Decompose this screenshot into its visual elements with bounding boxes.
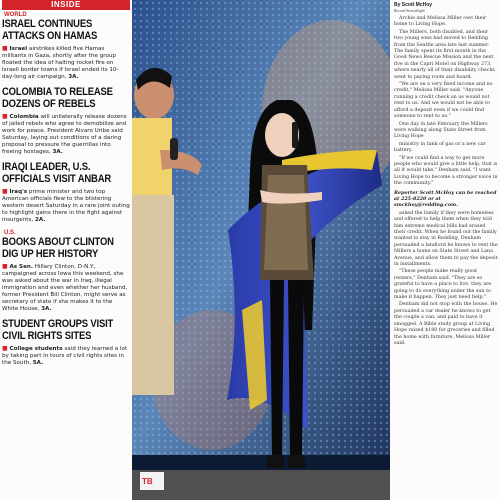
story-headline: STUDENT GROUPS VISIT CIVIL RIGHTS SITES [2, 318, 114, 342]
page-reference: 2A. [34, 217, 46, 223]
story-lead: Iraq's [9, 189, 28, 195]
paragraph: "We are on a very fixed income and no credit," Melissa Miller said. "Anyone running a credit check on us would not rent to us. And we would not be able to afford a deposit even if we could find someone to rent to us." [394, 82, 493, 120]
paragraph: "If we could find a way to get more people who would give a little help, that is all it would take," Denham said. "I want Living Hope to become a stronger voice in the community." [394, 155, 498, 187]
paragraph: One day in late February the Millers were walking along State Street from Living Hope [394, 121, 488, 140]
story-lead: Israel [9, 46, 28, 52]
bullet-icon: ■ [2, 345, 8, 352]
story-body [2, 45, 130, 81]
inside-section-label: INSIDE [2, 0, 130, 10]
paragraph: Denham did not stop with the house. He persuaded a car dealer he knows to get the couple a van, and paid to have it smogged. A Bible study group at Living Hope raised $180 for groceries and filled the home with furniture, Melissa Miller said. [394, 302, 498, 346]
paragraph: ministry in tank of gas or a new car battery. [394, 141, 486, 154]
story-text: airstrikes killed five Hamas militants in Gaza, shortly after the group floated the idea of halting rocket fire on Israeli border towns if Israel ended its 10-day-long air campaign, [2, 46, 119, 80]
svg-text:TB: TB [142, 477, 153, 486]
story-text: will unilaterally release dozens of jailed rebels who agree to demobilize and work for peace. President Alvaro Uribe said Saturday, laying out conditions of a daring proposal to pressure the guerrillas into freeing hostages, [2, 114, 127, 155]
story-kicker: U.S. [4, 230, 16, 236]
story-headline: BOOKS ABOUT CLINTON DIG UP HER HISTORY [2, 236, 114, 260]
paragraph: asked the family if they were homeless and offered to help them when they told him extreme medical bills had erased their credit. When he found out the family wanted to stay in Redding, Denham persuaded a landlord he knows to rent the Millers a home on State Street and Lana Avenue, and allow them to pay the deposit in installments. [394, 210, 498, 268]
reporter-tagline: Reporter Scott McHoy can be reached at 225-8220 or at smckhoy@redding.com. [394, 189, 497, 209]
story-headline: IRAQI LEADER, U.S. OFFICIALS VISIT ANBAR [2, 161, 112, 185]
page-reference: 3A. [41, 306, 52, 312]
bullet-icon: ■ [2, 263, 8, 270]
story-kicker: WORLD [4, 12, 27, 18]
bullet-icon: ■ [2, 113, 8, 120]
inside-column [2, 0, 130, 500]
story-lead: Colombia [9, 114, 39, 120]
paragraph: The Millers, both disabled, and their two young sons had moved to Redding from the Seattle area late last summer. The family spent its first month in the Good News Rescue Mission and the next five in the Capri Motel on Highway 273, where nearly all of their disability checks went to paying room and board. [394, 29, 495, 80]
bullet-icon: ■ [2, 188, 8, 195]
jump-story-column [394, 2, 498, 500]
byline: By Scott McHoy [394, 2, 433, 8]
story-body [2, 263, 130, 313]
page-reference: 3A. [52, 149, 63, 155]
paragraph: "These people make really good renters," Denham said. "They are so grateful to have a place to live, they are going to do everything under the sun to make it happen. They just need help." [394, 269, 492, 301]
paragraph: Archie and Melissa Miller owe their home to Living Hope. [394, 16, 487, 28]
bullet-icon: ■ [2, 45, 8, 52]
stage-photo [132, 0, 390, 500]
byline-source: Record Searchlight [394, 8, 425, 13]
story-body [2, 345, 130, 367]
story-body [2, 188, 130, 224]
story-headline: ISRAEL CONTINUES ATTACKS ON HAMAS [2, 18, 98, 42]
story-lead: As Sen. [9, 264, 33, 270]
stage-photo-illustration [132, 0, 390, 500]
story-text: said they learned a lot by taking part in tours of civil rights sites in the South, [2, 346, 128, 366]
story-headline: COLOMBIA TO RELEASE DOZENS OF REBELS [2, 86, 113, 110]
page-reference: 3A. [68, 74, 79, 80]
story-body [2, 113, 130, 156]
story-text: Hillary Clinton, D-N.Y., campaigned across Iowa this weekend, she was asked about the war in Iraq, illegal immigration and even whether her husband, former President Bill Clinton, might serve as secretary of state if she makes it to the White House, [2, 264, 128, 312]
story-text: prime minister and two top American officials flew to the blistering western desert Saturday in a rare joint outing to highlight gains there in the fight against insurgents, [2, 189, 130, 223]
story-lead: College students [9, 346, 63, 352]
page-reference: 5A. [32, 360, 44, 366]
